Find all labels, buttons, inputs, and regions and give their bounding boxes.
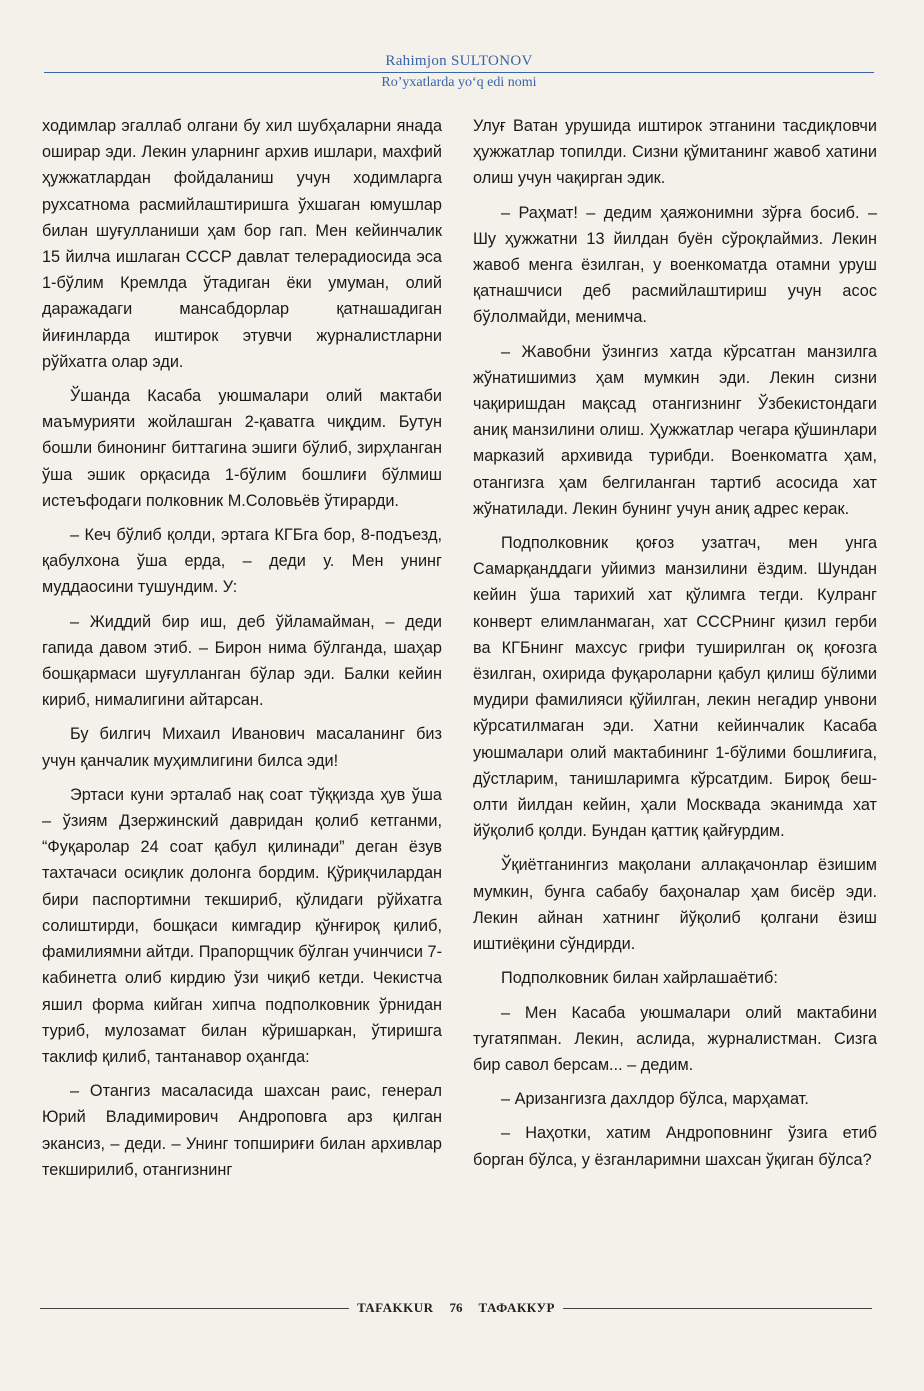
paragraph: Ўқиётганингиз мақолани аллақачонлар ёзишим мумкин, бунга сабабу баҳоналар ҳам бисёр эди. Лекин айнан хатнинг йўқолиб қолгани ёзиш иштиёқини сўндирди. <box>473 856 877 954</box>
footer-rule-right <box>563 1308 872 1309</box>
header-rule <box>44 72 874 73</box>
page-number: 76 <box>449 1300 463 1315</box>
header-article-title: Ro’yxatlarda yo‘q edi nomi <box>381 75 537 90</box>
footer-magazine-cyrillic: ТАФАККУР <box>478 1300 555 1315</box>
header-author: Rahimjon SULTONOV <box>385 53 533 69</box>
paragraph: – Раҳмат! – дедим ҳаяжонимни зўрға босиб. – Шу ҳужжатни 13 йилдан буён сўроқлаймиз. Лекин жавоб менга ёзилган, у военкоматда отамни уруш қатнашчиси деб расмийлаштириш учун асос бўлолмайди, менимча. <box>473 203 877 327</box>
paragraph: – Отангиз масаласида шахсан раис, генерал Юрий Владимирович Андроповга арз қилган экансиз, – деди. – Унинг топшириғи билан архивлар текширилиб, отангизнинг <box>42 1082 442 1179</box>
paragraph: Эртаси куни эрталаб нақ соат тўққизда ҳув ўша – ўзиям Дзержинский давридан қолиб кетганми, “Фуқаролар 24 соат қабул қилинади” деган ёзув тахтачаси осиқлик долонга бордим. Қўриқчилардан бири паспортимни текшириб, қўлидаги рўйхатга солиштирди, бошқаси кимгадир қўнғироқ қилиб, фамилиямни айтди. Прапорщчик бўлган учинчиси 7-кабинетга олиб кирдию ўзи чиқиб кетди. Чекистча яшил форма кийган хипча подполковник ўрнидан туриб, мулозамат билан кўришаркан, ўтиришга таклиф қилиб, тантанавор оҳангда: <box>42 785 442 1066</box>
footer-rule-left <box>40 1308 349 1309</box>
running-header <box>44 52 874 91</box>
paragraph: Бу билгич Михаил Иванович масаланинг биз учун қанчалик муҳимлигини билса эди! <box>42 725 442 770</box>
paragraph: Ўшанда Касаба уюшмалари олий мактаби маъмурияти жойлашган 2-қаватга чиқдим. Бутун бошли бинонинг биттагина эшиги бўлиб, зирҳланган ўша эшик орқасида 1-бўлим бошлиғи бўлмиш истеъфодаги полковник М.Соловьёв ўтирарди. <box>42 387 442 510</box>
paragraph: Подполковник қоғоз узатгач, мен унга Самарқанддаги уйимиз манзилини ёздим. Шундан кейин ўша тарихий хат қўлимга тегди. Кулранг конверт елимланмаган, хат СССРнинг қизил герби ва КГБнинг махсус грифи туширилган оқ қоғозга ёзилган, охирида фуқароларни қабул қилиш бўлими мудири фамилияси қўйилган, лекин негадир унвони кўрсатилмаган эди. Хатни кейинчалик Касаба уюшмалари олий мактабининг 1-бўлими бошлиғига, дўстларим, танишларимга кўрсатдим. Бироқ беш-олти йилдан кейин, ҳали Москвада эканимда хат йўқолиб қолди. Бундан қаттиқ қайғурдим. <box>473 534 877 841</box>
paragraph: Подполковник билан хайрлашаётиб: <box>501 969 778 988</box>
paragraph: ходимлар эгаллаб олгани бу хил шубҳаларни янада оширар эди. Лекин уларнинг архив ишлари, махфий ҳужжатлардан фойдаланиш учун ходимларга рухсатнома расмийлаштиришга ўхшаган юмушлар билан шуғулланиши ҳам бор гап. Мен кейинчалик 15 йилча ишлаган СССР давлат телерадиосида эса 1-бўлим Кремлда ўтадиган ёки умуман, олий даражадаги мансабдорлар қатнашадиган йиғинларда иштирок этувчи журналистларни рўйхатга олар эди. <box>42 117 442 371</box>
paragraph: – Жиддий бир иш, деб ўйламайман, – деди гапида давом этиб. – Бирон нима бўлганда, шаҳар бошқармаси шуғулланган бўлар эди. Балки кейин кириб, нималигини айтарсан. <box>42 612 442 710</box>
footer-magazine-latin: TAFAKKUR <box>357 1300 434 1315</box>
paragraph: – Кеч бўлиб қолди, эртага КГБга бор, 8-подъезд, қабулхона ўша ерда, – деди у. Мен унинг муддаосини тушундим. У: <box>42 526 442 597</box>
paragraph: – Жавобни ўзингиз хатда кўрсатган манзилга жўнатишимиз ҳам мумкин эди. Лекин сизни чақиришдан мақсад отангизнинг Ўзбекистондаги аниқ манзилини олиш. Ҳужжатлар чегара қўшинлари марказий архивида турибди. Военкоматга ҳам, отангизга ҳам белгиланган тартиб асосида хат жўнатилади. Лекин бунинг учун аниқ адрес керак. <box>473 342 877 518</box>
paragraph: – Наҳотки, хатим Андроповнинг ўзига етиб борган бўлса, у ёзганларимни шахсан ўқиган бўлса? <box>473 1124 877 1169</box>
left-column <box>42 113 442 1183</box>
paragraph: Улуғ Ватан урушида иштирок этганини тасдиқловчи ҳужжатлар топилди. Сизни қўмитанинг жавоб хатини олиш учун чақирган эдик. <box>473 117 877 188</box>
paragraph: – Мен Касаба уюшмалари олий мактабини тугатяпман. Лекин, аслида, журналистман. Сизга бир савол берсам... – дедим. <box>473 1003 877 1074</box>
right-column <box>473 113 877 1173</box>
paragraph: – Аризангизга дахлдор бўлса, марҳамат. <box>501 1090 809 1109</box>
page-footer <box>40 1300 872 1316</box>
